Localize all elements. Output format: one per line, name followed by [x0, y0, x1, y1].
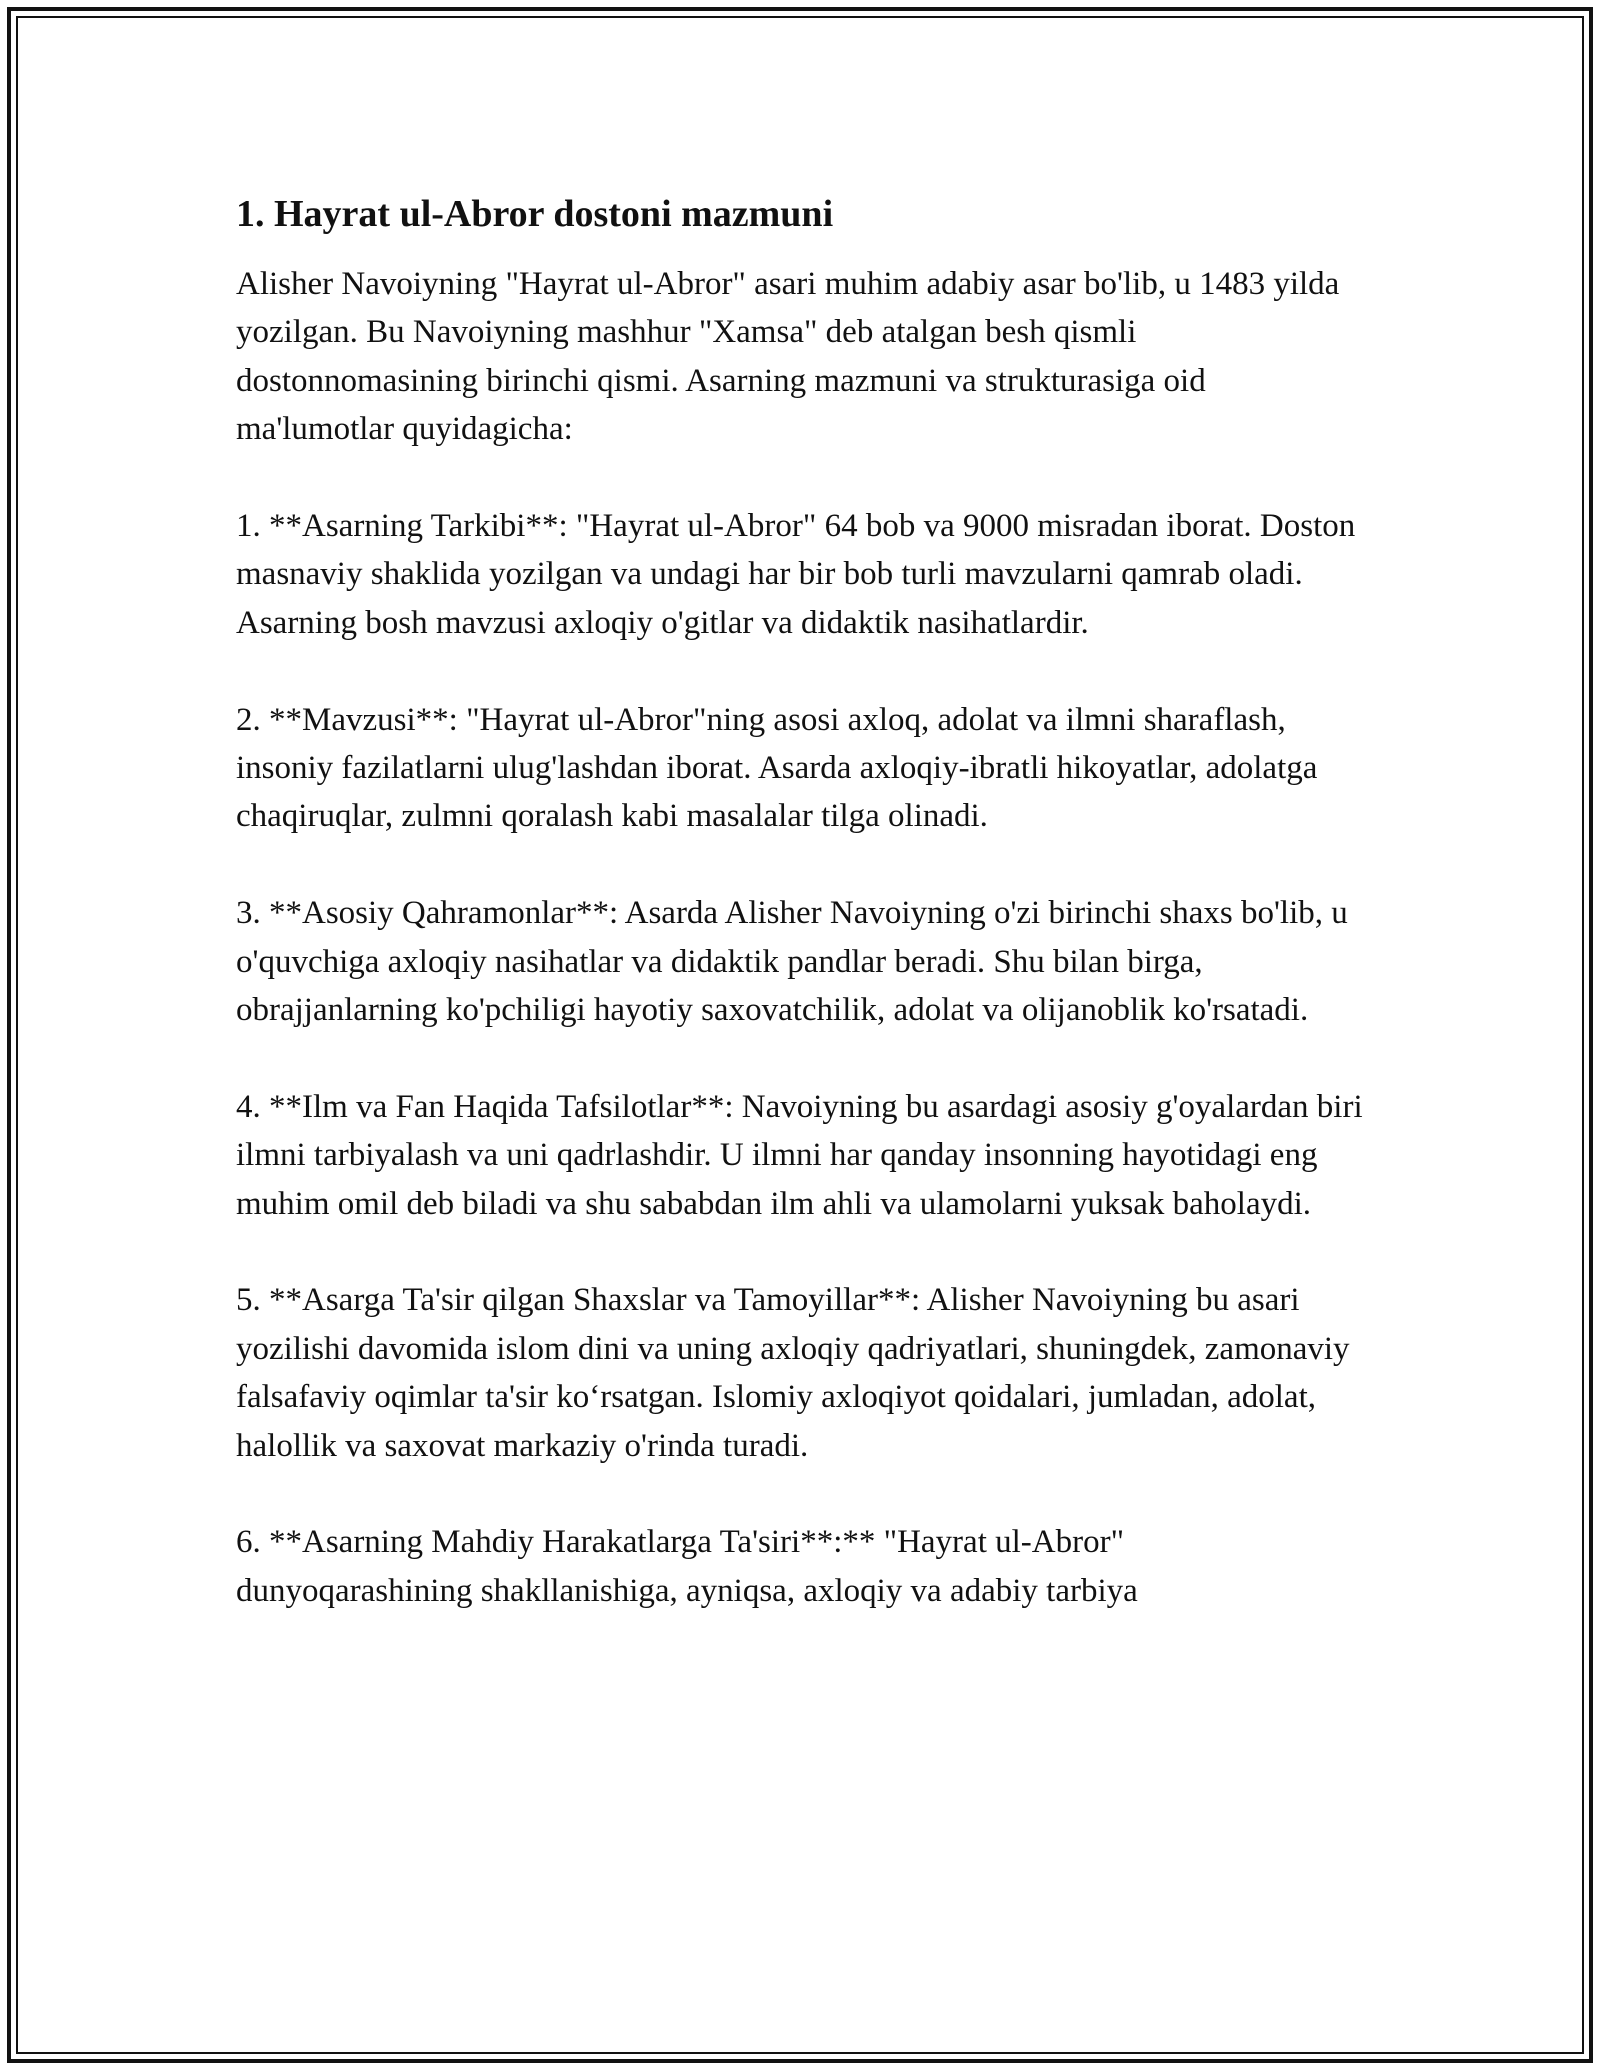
- paragraph-impact: 6. **Asarning Mahdiy Harakatlarga Ta'siri**:** "Hayrat ul-Abror" dunyoqarashining shakllanishiga, ayniqsa, axloqiy va adabiy tarbiya: [236, 1524, 1138, 1609]
- paragraph-science-details: 4. **Ilm va Fan Haqida Tafsilotlar**: Navoiyning bu asardagi asosiy g'oyalardan biri ilmni tarbiyalash va uni qadrlashdir. U ilmni har qanday insonning hayotidagi eng muhim omil deb biladi va shu sababdan ilm ahli va ulamolarni yuksak baholaydi.: [236, 1088, 1363, 1222]
- document-body: [236, 188, 1366, 1664]
- paragraph-intro: Alisher Navoiyning "Hayrat ul-Abror" asari muhim adabiy asar bo'lib, u 1483 yilda yozilgan. Bu Navoiyning mashhur "Xamsa" deb atalgan besh qismli dostonnomasining birinchi qismi. Asarning mazmuni va strukturasiga oid ma'lumotlar quyidagicha:: [236, 266, 1340, 448]
- paragraph-main-characters: 3. **Asosiy Qahramonlar**: Asarda Alisher Navoiyning o'zi birinchi shaxs bo'lib, u o'quvchiga axloqiy nasihatlar va didaktik pandlar beradi. Shu bilan birga, obrajjanlarning ko'pchiligi hayotiy saxovatchilik, adolat va olijanoblik ko'rsatadi.: [236, 895, 1348, 1029]
- paragraph-composition: 1. **Asarning Tarkibi**: "Hayrat ul-Abror" 64 bob va 9000 misradan iborat. Doston masnaviy shaklida yozilgan va undagi har bir bob turli mavzularni qamrab oladi. Asarning bosh mavzusi axloqiy o'gitlar va didaktik nasihatlardir.: [236, 508, 1356, 641]
- document-title: 1. Hayrat ul-Abror dostoni mazmuni: [236, 193, 834, 235]
- paragraph-influences: 5. **Asarga Ta'sir qilgan Shaxslar va Tamoyillar**: Alisher Navoiyning bu asari yozilishi davomida islom dini va uning axloqiy qadriyatlari, shuningdek, zamonaviy falsafaviy oqimlar ta'sir ko‘rsatgan. Islomiy axloqiyot qoidalari, jumladan, adolat, halollik va saxovat markaziy o'rinda turadi.: [236, 1282, 1350, 1464]
- paragraph-theme: 2. **Mavzusi**: "Hayrat ul-Abror"ning asosi axloq, adolat va ilmni sharaflash, insoniy fazilatlarni ulug'lashdan iborat. Asarda axloqiy-ibratli hikoyatlar, adolatga chaqiruqlar, zulmni qoralash kabi masalalar tilga olinadi.: [236, 701, 1318, 835]
